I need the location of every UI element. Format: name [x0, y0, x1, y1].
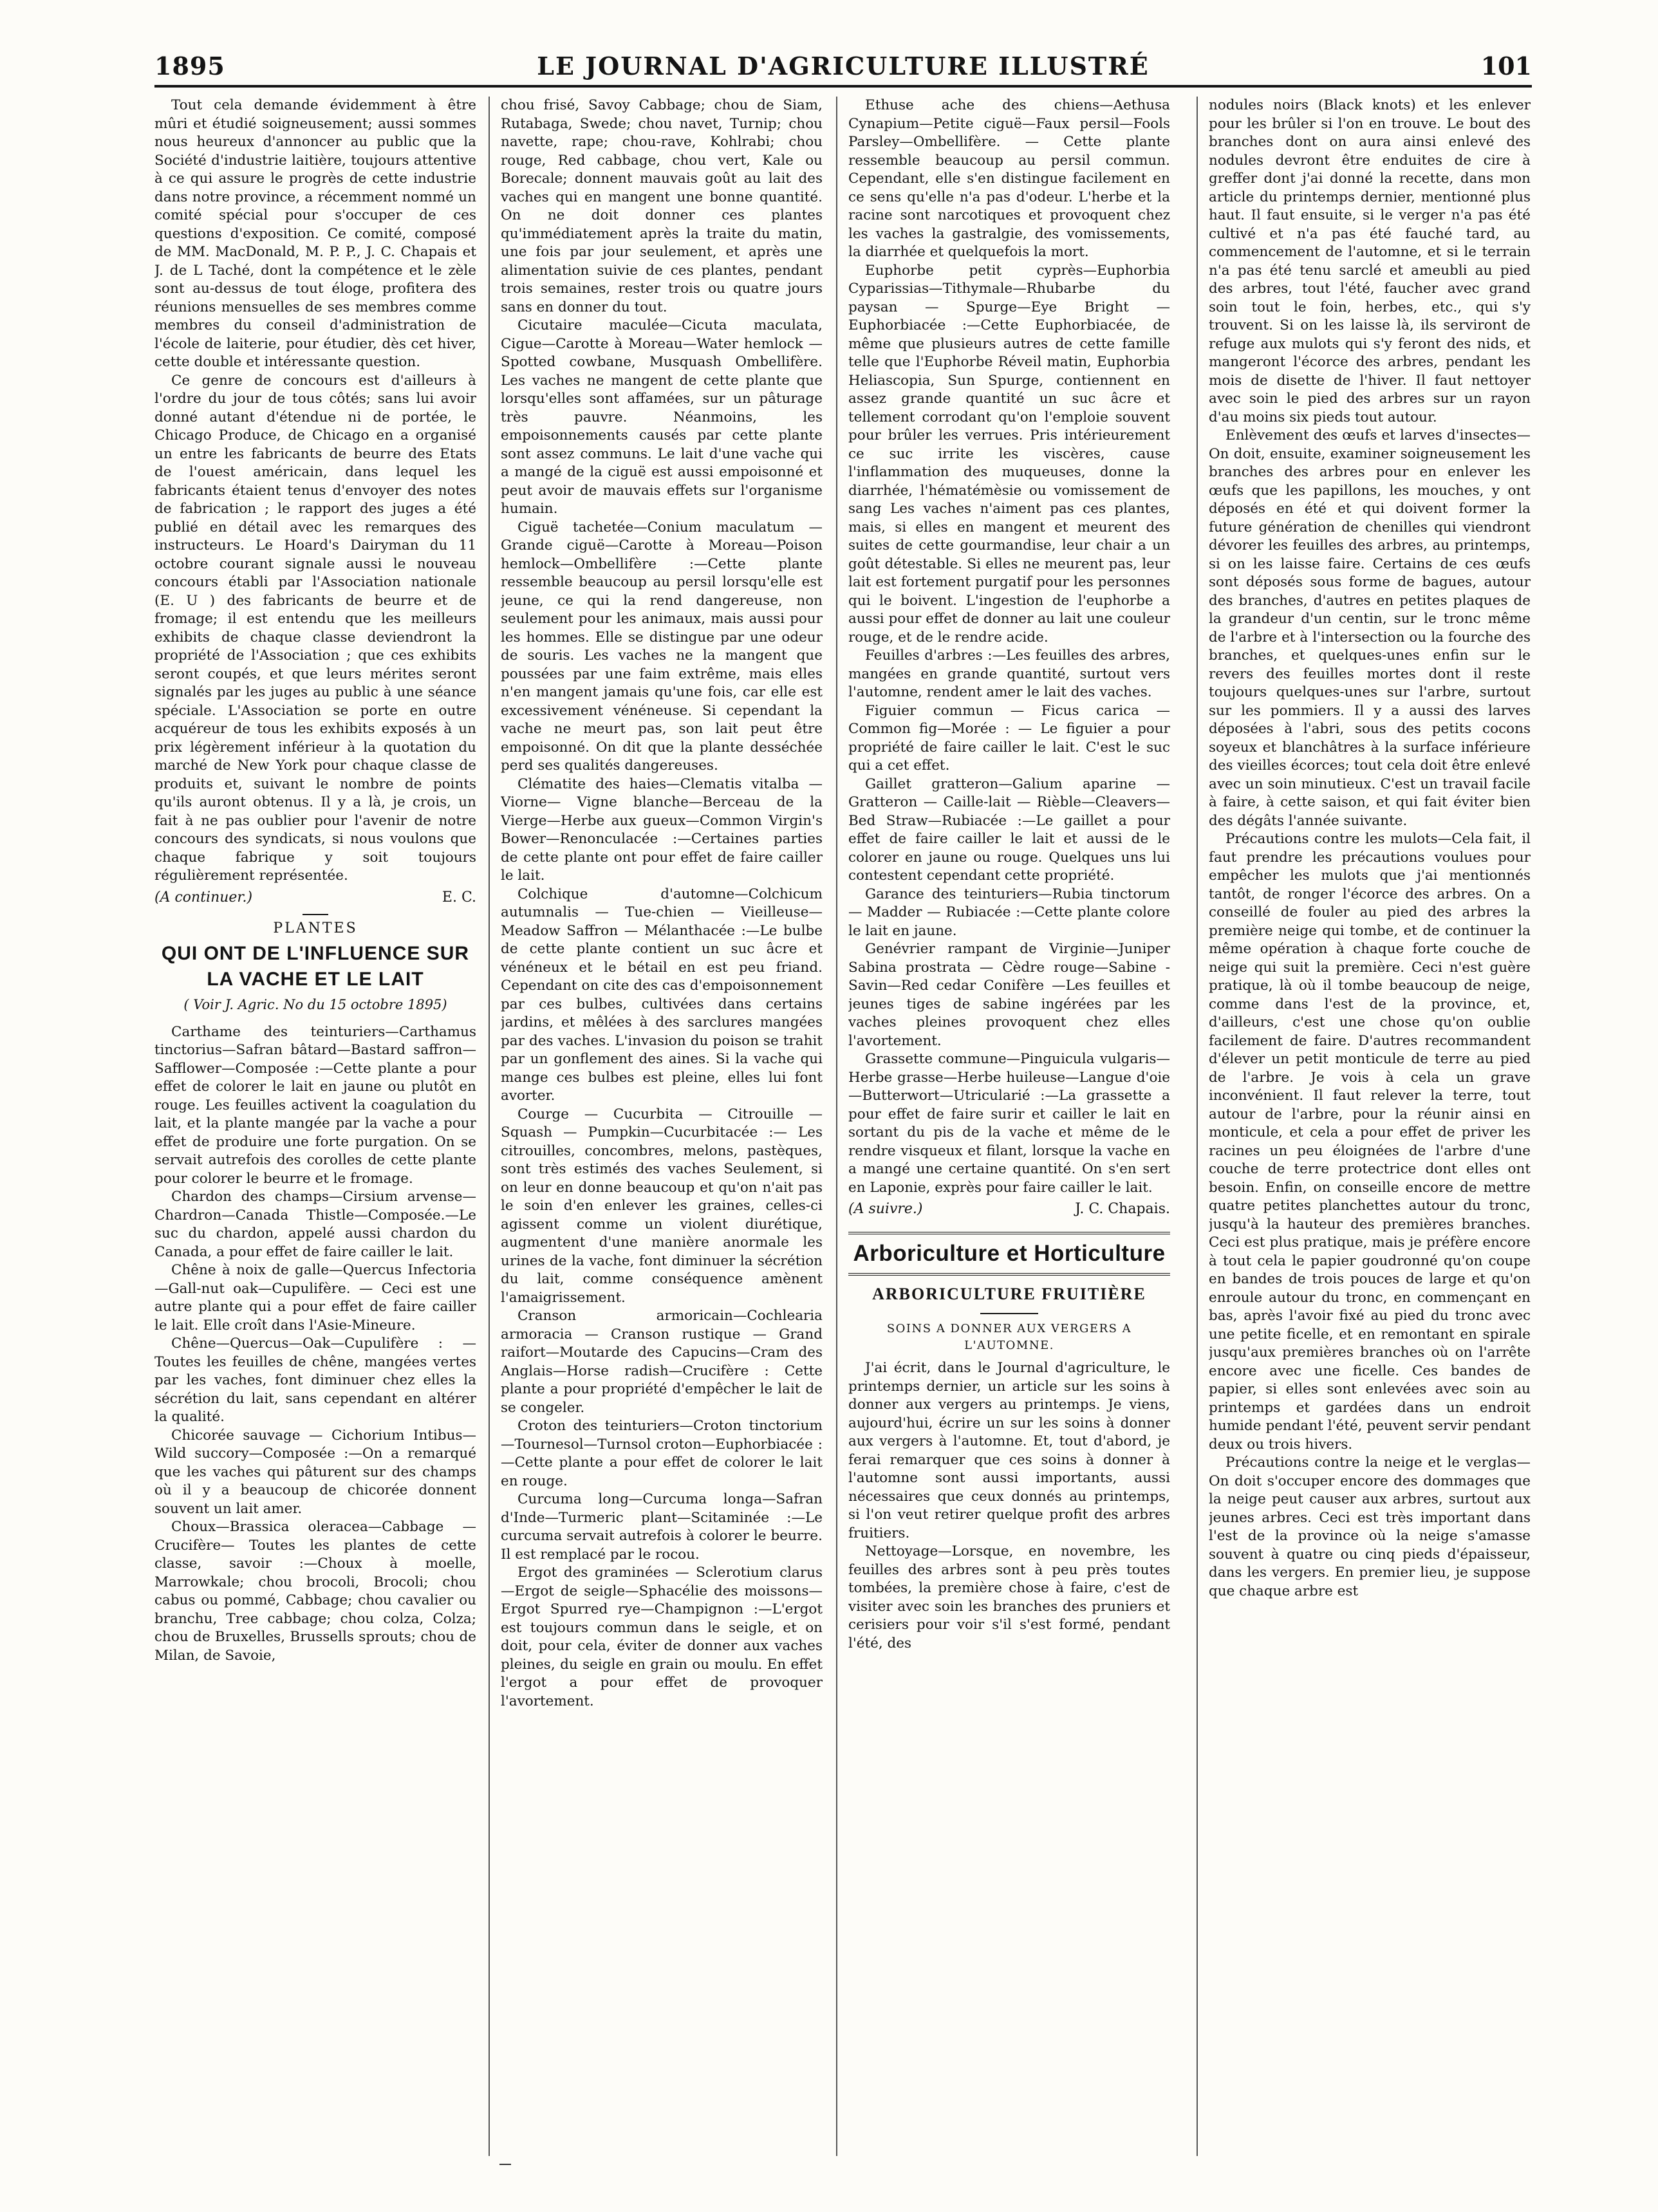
section-reference: ( Voir J. Agric. No du 15 octobre 1895) — [183, 996, 447, 1012]
paragraph: Nettoyage—Lorsque, en novembre, les feuilles des arbres sont à peu près toutes tombées, la première chose à faire, c'est de visiter avec soin les branches des pruniers et cerisiers pour voir s'il s'est formé, pendant l'été, des — [848, 1543, 1170, 1651]
paragraph: Gaillet gratteron—Galium aparine — Gratteron — Caille-lait — Rièble—Cleavers—Bed Straw—Rubiacée :—Le gaillet a pour effet de faire cailler le lait et aussi de le colorer en jaune ou rouge. Quelques uns lui contestent cependant cette propriété. — [848, 776, 1170, 884]
section-kicker: PLANTES — [273, 920, 358, 936]
paragraph: Colchique d'automne—Colchicum autumnalis — Tue-chien — Vieilleuse— Meadow Saffron — Mélanthacée :—Le bulbe de cette plante contient un suc âcre et vénéneux et le bétail en est peu friand. Cependant on cite des cas d'empoisonnement par ces bulbes, cultivées dans certains jardins, et mêlées à des sarclures mangées par des vaches. L'invasion du poison se trahit par un gonflement des aines. Si la vache qui mange ces bulbes est pleine, elles lui font avorter. — [501, 886, 823, 1104]
paragraph: Courge — Cucurbita — Citrouille — Squash — Pumpkin—Cucurbitacée :— Les citrouilles, concombres, melons, pastèques, sont très estimés des vaches Seulement, si on leur en donne beaucoup et qu'on n'ait pas le soin d'en enlever les graines, celles-ci agissent comme un violent diurétique, augmentent d'une manière anormale les urines de la vache, font diminuer la sécrétion du lait, comme conséquence amènent l'amaigrissement. — [501, 1106, 823, 1306]
paragraph: Chardon des champs—Cirsium arvense—Chardron—Canada Thistle—Composée.—Le suc du chardon, appelé aussi chardon du Canada, a pour effet de faire cailler le lait. — [154, 1189, 476, 1260]
paragraph: Choux—Brassica oleracea—Cabbage —Crucifère— Toutes les plantes de cette classe, savoir :—Choux à moelle, Marrowkale; chou brocoli, Brocoli; chou cabus ou pommé, Cabbage; chou cavalier ou branchu, Tree cabbage; chou colza, Colza; chou de Bruxelles, Brussells sprouts; chou de Milan, de Savoie, — [154, 1519, 476, 1664]
header-rule — [154, 85, 1532, 88]
section-banner: Arboriculture et Horticulture — [848, 1232, 1170, 1276]
continued-note: (A suivre.) — [848, 1201, 923, 1217]
paragraph: Ergot des graminées — Sclerotium clarus—Ergot de seigle—Sphacélie des moissons—Ergot Spurred rye—Champignon :—L'ergot est toujours commun dans le seigle, et on doit, pour cela, éviter de donner aux vaches pleines, du seigle en grain ou moulu. En effet l'ergot a pour effet de provoquer l'avortement. — [501, 1565, 823, 1709]
paragraph: Croton des teinturiers—Croton tinctorium—Tournesol—Turnsol croton—Euphorbiacée :—Cette plante a pour effet de colorer le lait en rouge. — [501, 1418, 823, 1489]
author-initials: E. C. — [442, 889, 476, 906]
page-header — [154, 51, 1532, 90]
paragraph: Ce genre de concours est d'ailleurs à l'ordre du jour de tous côtés; sans lui avoir donné autant d'étendue ni de portée, le Chicago Produce, de Chicago en a organisé un entre les fabricants de beurre des Etats de l'ouest américain, dans lequel les fabricants étaient tenus d'envoyer des notes de fabrication ; le rapport des juges a été publié en détail avec les remarques des instructeurs. Le Hoard's Dairyman du 11 octobre courant signale aussi le nouveau concours établi par l'Association nationale (E. U ) des fabricants de beurre et de fromage; il est entendu que les meilleurs exhibits de chaque classe deviendront la propriété de l'Association ; que ces exhibits seront coupés, et que leurs mérites seront signalés par les juges au public à une séance spéciale. L'Association se porte en outre acquéreur de tous les exhibits exposés à un prix légèrement inférieur à la quotation du marché de New York pour chaque classe de produits et, suivant le nombre de points qu'ils auront obtenus. Il y a là, je crois, un fait à ne pas oublier pour l'avenir de notre concours des syndicats, si nous voulons que chaque fabrique y soit toujours régulièrement représentée. — [154, 372, 476, 884]
paragraph: Ethuse ache des chiens—Aethusa Cynapium—Petite ciguë—Faux persil—Fools Parsley—Ombellifère. — Cette plante ressemble beaucoup au persil commun. Cependant, elle s'en distingue facilement en ce sens qu'elle n'a pas d'odeur. L'herbe et la racine sont narcotiques et provoquent chez les vaches la gastralgie, des vomissements, la diarrhée et quelquefois la mort. — [848, 97, 1170, 260]
separator — [303, 914, 328, 915]
paragraph: Précautions contre les mulots—Cela fait, il faut prendre les précautions voulues pour empêcher les mulots que j'ai mentionnés tantôt, de ronger l'écorce des arbres. On a conseillé de fouler au pied des arbres la première neige qui tombe, et de continuer la même opération à chaque forte couche de neige qui suit la première. Ceci n'est guère pratique, là où il tombe beaucoup de neige, comme dans l'est de la province, et, d'ailleurs, c'est une chose qu'on oublie facilement de faire. D'autres recommandent d'élever un petit monticule de terre au pied de l'arbre. Je vois à cela un grave inconvénient. Il faut relever la terre, tout autour de l'arbre, pour la réunir ainsi en monticule, et cela a pour effet de priver les racines un peu éloignées de l'arbre d'une couche de terre protectrice dont elles ont besoin. Enfin, on conseille encore de mettre quatre petites planchettes autour du tronc, jusqu'à la hauteur des premières branches. Ceci est plus pratique, mais je préfère encore à tout cela le papier goudronné qu'on coupe en bandes de trois pouces de large et qu'on enroule autour du tronc, en commençant en bas, après l'avoir fixé au pied du tronc avec une petite ficelle, et en remontant en spirale jusqu'aux premières branches où on l'arrête encore avec une ficelle. Ces bandes de papier, si elles sont enlevées avec soin au printemps et gardées dans un endroit humide pendant l'été, peuvent servir pendant deux ou trois hivers. — [1209, 831, 1531, 1453]
article-subtitle: SOINS A DONNER AUX VERGERS A L'AUTOMNE. — [886, 1322, 1132, 1352]
paragraph: Figuier commun — Ficus carica — Common fig—Morée : — Le figuier a pour propriété de faire cailler le lait. C'est le suc qui a cet effet. — [848, 702, 1170, 774]
paragraph: Précautions contre la neige et le verglas—On doit s'occuper encore des dommages que la neige peut causer aux arbres, surtout aux jeunes arbres. Ceci est très important dans l'est de la province où la neige s'amasse souvent à quatre ou cinq pieds d'épaisseur, dans les vergers. En premier lieu, je suppose que chaque arbre est — [1209, 1455, 1531, 1599]
page-number: 101 — [1480, 51, 1532, 80]
paragraph: Feuilles d'arbres :—Les feuilles des arbres, mangées en grande quantité, surtout vers l'automne, rendent amer le lait des vaches. — [848, 647, 1170, 700]
paragraph: Chêne—Quercus—Oak—Cupulifère : —Toutes les feuilles de chêne, mangées vertes par les vaches, font diminuer chez elles la sécrétion du lait, sans cependant en altérer la qualité. — [154, 1335, 476, 1425]
column-1 — [154, 97, 476, 2156]
column-2 — [501, 97, 823, 2156]
article-title: ARBORICULTURE FRUITIÈRE — [872, 1285, 1146, 1303]
paragraph: Clématite des haies—Clematis vitalba —Viorne— Vigne blanche—Berceau de la Vierge—Herbe aux gueux—Common Virgin's Bower—Renonculacée :—Certaines parties de cette plante ont pour effet de faire cailler le lait. — [501, 776, 823, 884]
article-signature — [154, 888, 476, 907]
paragraph: Grassette commune—Pinguicula vulgaris—Herbe grasse—Herbe huileuse—Langue d'oie—Butterwort—Utricularié :—La grassette a pour effet de faire surir et cailler le lait en sortant du pis de la vache et même de le rendre visqueux et filant, lorsque la vache en a mangé une certaine quantité. On s'en sert en Laponie, exprès pour faire cailler le lait. — [848, 1051, 1170, 1196]
paragraph: Chicorée sauvage — Cichorium Intibus—Wild succory—Composée :—On a remarqué que les vaches qui pâturent sur des champs où il y a beaucoup de chicorée donnent souvent un lait amer. — [154, 1427, 476, 1517]
separator — [980, 1313, 1038, 1314]
paragraph: J'ai écrit, dans le Journal d'agriculture, le printemps dernier, un article sur les soins à donner aux vergers au printemps. Je viens, aujourd'hui, écrire un sur les soins à donner aux vergers à l'automne. Et, tout d'abord, je ferai remarquer que ces soins à donner à l'automne sont aussi importants, aussi nécessaires que ceux donnés au printemps, si l'on veut retirer quelque profit des arbres fruitiers. — [848, 1360, 1170, 1541]
footer-mark — [499, 2164, 511, 2165]
paragraph: Euphorbe petit cyprès—Euphorbia Cyparissias—Tithymale—Rhubarbe du paysan — Spurge—Eye Bright — Euphorbiacée :—Cette Euphorbiacée, de même que plusieurs autres de cette famille telle que l'Euphorbe Réveil matin, Euphorbia Heliascopia, Sun Spurge, contiennent en assez grande quantité un suc âcre et tellement corrodant qu'on l'emploie souvent pour brûler les verrues. Pris intérieurement ce suc irrite les viscères, cause l'inflammation des muqueuses, donne la diarrhée, l'hématémèsie ou vomissement de sang Les vaches n'aiment pas ces plantes, mais, si elles en mangent et meurent des suites de cette gourmandise, leur chair a un goût détestable. Si elles ne meurent pas, leur lait est fortement purgatif pour les personnes qui le boivent. L'ingestion de l'euphorbe a aussi pour effet de donner au lait une couleur rouge, et de le rendre acide. — [848, 262, 1170, 646]
paragraph: Tout cela demande évidemment à être mûri et étudié soigneusement; aussi sommes nous heureux d'annoncer au public que la Société d'industrie laitière, toujours attentive à ce qui assure le progrès de cette industrie dans notre province, a récemment nommé un comité spécial pour s'occuper de ces questions d'exposition. Ce comité, composé de MM. MacDonald, M. P. P., J. C. Chapais et J. de L Taché, dont la compétence et le zèle sont au-dessus de tout éloge, profitera des réunions mensuelles de ses membres comme membres du conseil d'administration de l'école de laiterie, pour étudier, dès cet hiver, cette double et intéressante question. — [154, 97, 476, 370]
paragraph: Chêne à noix de galle—Quercus Infectoria—Gall-nut oak—Cupulifère. — Ceci est une autre plante qui a pour effet de faire cailler le lait. Elle croît dans l'Asie-Mineure. — [154, 1262, 476, 1334]
journal-title: LE JOURNAL D'AGRICULTURE ILLUSTRÉ — [537, 51, 1150, 80]
article-signature — [848, 1200, 1170, 1219]
column-3 — [848, 97, 1170, 2156]
continued-note: (A continuer.) — [154, 889, 253, 906]
paragraph: Cicutaire maculée—Cicuta maculata, Cigue—Carotte à Moreau—Water hemlock — Spotted cowbane, Musquash Ombellifère. Les vaches ne mangent de cette plante que lorsqu'elles sont affamées, sur un pâturage très pauvre. Néanmoins, les empoisonnements causés par cette plante sont assez communs. Le lait d'une vache qui a mangé de la ciguë est aussi empoisonné et peut avoir de mauvais effets sur l'organisme humain. — [501, 317, 823, 517]
paragraph: Genévrier rampant de Virginie—Juniper Sabina prostrata — Cèdre rouge—Sabine - Savin—Red cedar Conifère —Les feuilles et jeunes tiges de sabine ingérées par les vaches pleines provoquent chez elles l'avortement. — [848, 941, 1170, 1049]
paragraph: Ciguë tachetée—Conium maculatum —Grande ciguë—Carotte à Moreau—Poison hemlock—Ombellifère :—Cette plante ressemble beaucoup au persil lorsqu'elle est jeune, ce qui la rend dangereuse, non seulement pour les animaux, mais aussi pour les hommes. Elle se distingue par une odeur de souris. Les vaches ne la mangent que poussées par une faim extrême, mais elles n'en mangent jamais qu'une fois, car elle est excessivement vénéneuse. Si cependant la vache ne meurt pas, son lait peut être empoisonné. On dit que la plante desséchée perd ses qualités dangereuses. — [501, 519, 823, 774]
column-4 — [1209, 97, 1531, 2156]
column-divider — [1197, 97, 1198, 2156]
paragraph: Carthame des teinturiers—Carthamus tinctorius—Safran bâtard—Bastard saffron—Safflower—Composée :—Cette plante a pour effet de colorer le lait en jaune ou plutôt en rouge. Les feuilles activent la coagulation du lait, et la plante mangée par la vache a pour effet de produire une forte purgation. On se servait autrefois des corolles de cette plante pour colorer le beurre et le fromage. — [154, 1023, 476, 1187]
author-name: J. C. Chapais. — [1075, 1201, 1170, 1217]
section-title: QUI ONT DE L'INFLUENCE SUR LA VACHE ET LE LAIT — [161, 942, 470, 990]
header-year: 1895 — [154, 51, 225, 80]
paragraph: Garance des teinturiers—Rubia tinctorum — Madder — Rubiacée :—Cette plante colore le lait en jaune. — [848, 886, 1170, 939]
paragraph: chou frisé, Savoy Cabbage; chou de Siam, Rutabaga, Swede; chou navet, Turnip; chou navette, rape; chou-rave, Kohlrabi; chou rouge, Red cabbage, chou vert, Kale ou Borecale; donnent mauvais goût au lait des vaches qui en mangent une bonne quantité. On ne doit donner ces plantes qu'immédiatement après la traite du matin, une fois par jour seulement, et après une alimentation suivie de ces plantes, pendant trois semaines, rester trois ou quatre jours sans en donner du tout. — [501, 97, 823, 315]
column-divider — [836, 97, 837, 2156]
paragraph: nodules noirs (Black knots) et les enlever pour les brûler si l'on en trouve. Le bout des branches dont on aura ainsi enlevé des nodules devront être enduites de cire à greffer dont j'ai donné la recette, dans mon article du printemps dernier, mentionné plus haut. Il faut ensuite, si le verger n'a pas été cultivé et n'a pas été fauché tard, au commencement de l'automne, et si le terrain n'a pas été tenu sarclé et ameubli au pied des arbres, tout l'été, faucher avec grand soin tout le foin, herbes, etc., qui s'y trouvent. Si on les laisse là, ils serviront de refuge aux mulots qui s'y feront des nids, et mangeront l'écorce des arbres, pendant les mois de disette de l'hiver. Il faut nettoyer avec soin le pied des arbres sur un rayon d'au moins six pieds tout autour. — [1209, 97, 1531, 425]
paragraph: Curcuma long—Curcuma longa—Safran d'Inde—Turmeric plant—Scitaminée :—Le curcuma servait autrefois à colorer le beurre. Il est remplacé par le rocou. — [501, 1491, 823, 1563]
paragraph: Cranson armoricain—Cochlearia armoracia — Cranson rustique — Grand raifort—Moutarde des Capucins—Cram des Anglais—Horse radish—Crucifère : Cette plante a pour propriété d'empêcher le lait de se congeler. — [501, 1308, 823, 1416]
paragraph: Enlèvement des œufs et larves d'insectes—On doit, ensuite, examiner soigneusement les branches des arbres pour en enlever les œufs que les papillons, les mouches, y ont déposés en été et qui doivent former la future génération de chenilles qui viendront dévorer les feuilles des arbres, au printemps, si on les laisse faire. Certains de ces œufs sont déposés sous forme de bagues, autour des branches, d'autres en petites plaques de la grandeur d'un centin, sur le tronc même de l'arbre et à l'intersection ou la fourche des branches, et quelques-unes enfin sur le revers des feuilles mortes dont il reste toujours quelques-unes sur l'arbre, surtout sur les pommiers. Il y a aussi des larves déposées à l'abri, sous des petits cocons soyeux et blanchâtres à la surface inférieure des vieilles écorces; tout cela doit être enlevé avec un soin minutieux. C'est un travail facile à faire, à cette saison, et qui fait éviter bien des dégâts l'année suivante. — [1209, 427, 1531, 829]
column-divider — [489, 97, 490, 2156]
